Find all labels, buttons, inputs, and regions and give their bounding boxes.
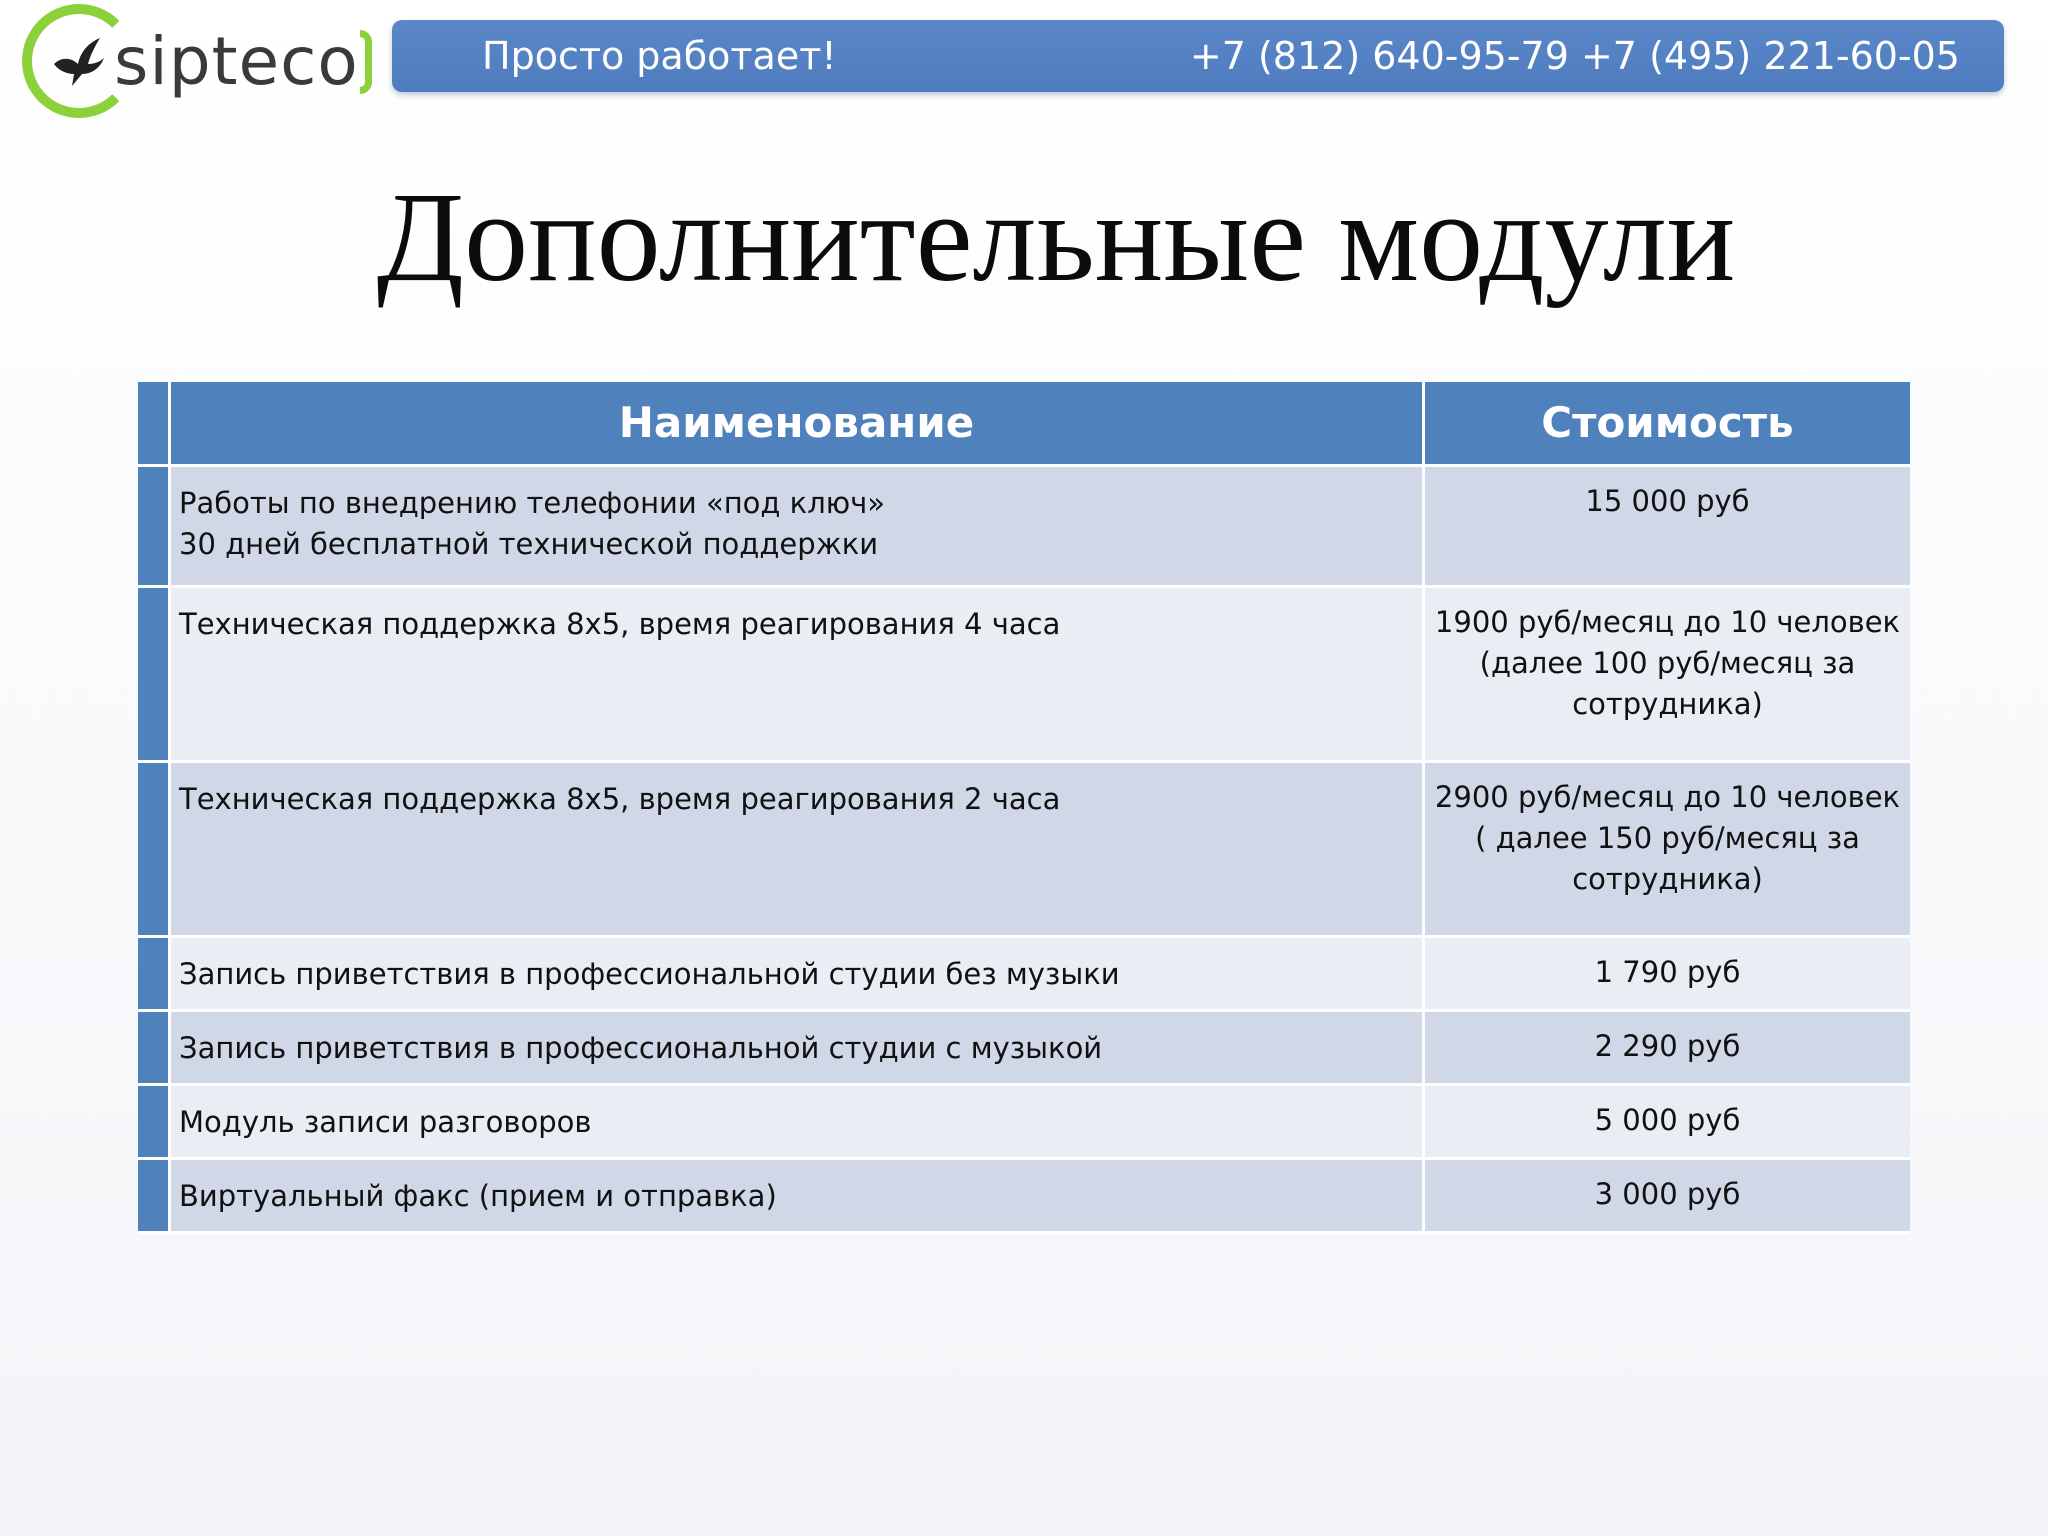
table-row bbox=[138, 588, 1910, 763]
row-cost-line: (далее 100 руб/месяц за bbox=[1479, 646, 1856, 680]
row-cost-cell bbox=[1425, 938, 1910, 1009]
header-slogan: Просто работает! bbox=[482, 34, 837, 78]
row-cost-line: 15 000 руб bbox=[1585, 484, 1750, 518]
header-bar bbox=[392, 20, 2004, 92]
row-name-cell bbox=[171, 1086, 1425, 1157]
row-cost-cell bbox=[1425, 763, 1910, 935]
logo-text: sipteco bbox=[114, 23, 359, 100]
row-marker bbox=[138, 938, 171, 1009]
logo-bracket bbox=[360, 30, 372, 94]
sipteco-logo bbox=[22, 4, 372, 128]
page-title: Дополнительные модули bbox=[376, 166, 1736, 308]
row-name-cell bbox=[171, 763, 1425, 935]
table-row bbox=[138, 1086, 1910, 1160]
row-marker bbox=[138, 382, 171, 464]
row-cost-cell bbox=[1425, 467, 1910, 585]
table-row bbox=[138, 938, 1910, 1012]
row-name-cell bbox=[171, 1012, 1425, 1083]
row-marker bbox=[138, 467, 171, 585]
row-cost-line: 5 000 руб bbox=[1594, 1103, 1741, 1137]
row-name-cell bbox=[171, 1160, 1425, 1231]
row-cost-line: 1 790 руб bbox=[1594, 955, 1741, 989]
row-cost-cell bbox=[1425, 588, 1910, 760]
row-cost-line: сотрудника) bbox=[1572, 687, 1763, 721]
row-cost-line: сотрудника) bbox=[1572, 862, 1763, 896]
row-cost-line: 2 290 руб bbox=[1594, 1029, 1741, 1063]
table-row bbox=[138, 763, 1910, 938]
table-row bbox=[138, 1012, 1910, 1086]
row-cost-line: 1900 руб/месяц до 10 человек bbox=[1434, 605, 1901, 639]
row-name-line: Запись приветствия в профессиональной студии с музыкой bbox=[179, 1031, 1103, 1065]
row-marker bbox=[138, 1012, 171, 1083]
row-name-line: Техническая поддержка 8x5, время реагирования 4 часа bbox=[179, 607, 1061, 641]
row-name-line: 30 дней бесплатной технической поддержки bbox=[179, 527, 879, 561]
row-cost-cell bbox=[1425, 1160, 1910, 1231]
row-name-cell bbox=[171, 588, 1425, 760]
row-marker bbox=[138, 763, 171, 935]
row-name-line: Запись приветствия в профессиональной студии без музыки bbox=[179, 957, 1120, 991]
row-name-line: Виртуальный факс (прием и отправка) bbox=[179, 1179, 777, 1213]
row-name-line: Работы по внедрению телефонии «под ключ» bbox=[179, 486, 886, 520]
row-marker bbox=[138, 1086, 171, 1157]
table-row bbox=[138, 467, 1910, 588]
table-header-row bbox=[138, 382, 1910, 467]
column-header-name: Наименование bbox=[171, 382, 1425, 464]
table-row bbox=[138, 1160, 1910, 1234]
row-cost-line: 2900 руб/месяц до 10 человек bbox=[1434, 780, 1901, 814]
header-phones: +7 (812) 640-95-79 +7 (495) 221-60-05 bbox=[1189, 34, 1960, 78]
row-name-cell bbox=[171, 467, 1425, 585]
row-cost-cell bbox=[1425, 1086, 1910, 1157]
modules-table bbox=[138, 382, 1910, 1234]
row-cost-cell bbox=[1425, 1012, 1910, 1083]
row-cost-line: ( далее 150 руб/месяц за bbox=[1475, 821, 1860, 855]
row-cost-line: 3 000 руб bbox=[1594, 1177, 1741, 1211]
row-name-cell bbox=[171, 938, 1425, 1009]
dove-icon bbox=[50, 34, 106, 90]
row-marker bbox=[138, 588, 171, 760]
row-name-line: Модуль записи разговоров bbox=[179, 1105, 592, 1139]
column-header-cost: Стоимость bbox=[1541, 398, 1794, 447]
row-name-line: Техническая поддержка 8x5, время реагирования 2 часа bbox=[179, 782, 1061, 816]
row-marker bbox=[138, 1160, 171, 1231]
